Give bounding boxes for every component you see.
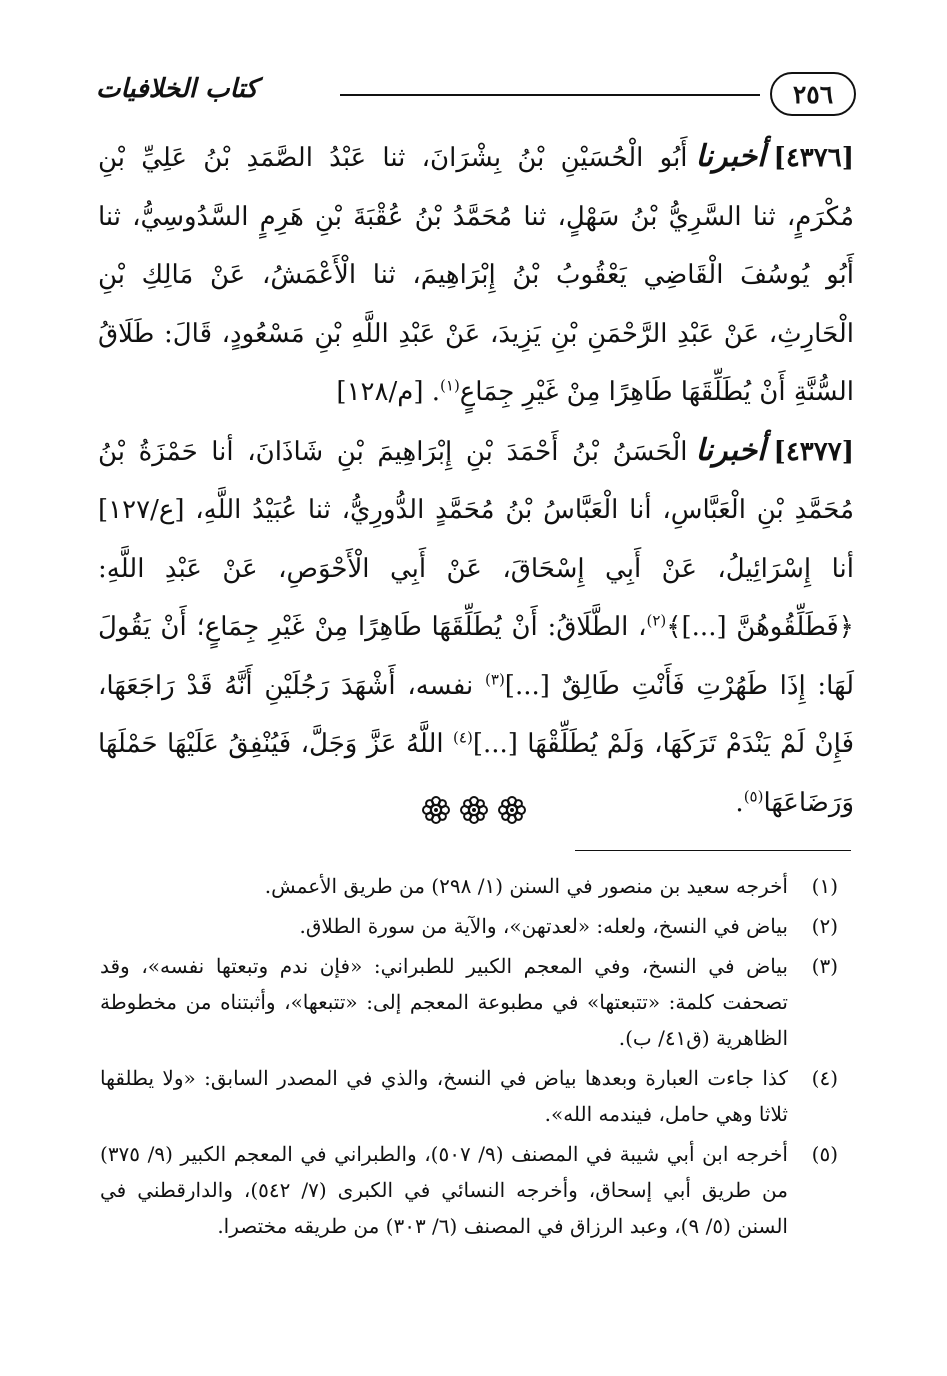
hadith-4376 bbox=[98, 128, 854, 422]
hadith-4377 bbox=[98, 422, 854, 833]
footnote-ref: (٢) bbox=[646, 611, 667, 630]
footnotes bbox=[100, 868, 838, 1248]
footnote-item bbox=[100, 868, 838, 904]
footnote-text: كذا جاءت العبارة وبعدها بياض في النسخ، والذي في المصدر السابق: «ولا يطلقها ثلاثا وهي حامل، فيندمه الله». bbox=[100, 1066, 788, 1126]
footnote-ref: (٥) bbox=[743, 786, 764, 805]
hadith-text: أَبُو الْحُسَيْنِ بْنُ بِشْرَانَ، ثنا عَبْدُ الصَّمَدِ بْنُ عَلِيِّ بْنِ مُكْرَمٍ، ثنا السَّرِيُّ بْنُ سَهْلٍ، ثنا مُحَمَّدُ بْنُ عُقْبَةَ بْنِ هَرِمٍ السَّدُوسِيُّ، ثنا أَبُو يُوسُفَ الْقَاضِي يَعْقُوبُ بْنُ إِبْرَاهِيمَ، ثنا الْأَعْمَشُ، عَنْ مَالِكِ بْنِ الْحَارِثِ، عَنْ عَبْدِ الرَّحْمَنِ بْنِ يَزِيدَ، عَنْ عَبْدِ اللَّهِ بْنِ مَسْعُودٍ، قَالَ: طَلَاقُ السُّنَّةِ أَنْ يُطَلِّقَهَا طَاهِرًا مِنْ غَيْرِ جِمَاعٍ bbox=[98, 143, 854, 407]
header-rule bbox=[340, 94, 760, 96]
hadith-text: . bbox=[735, 787, 744, 818]
hadith-text: . [م/١٢٨] bbox=[336, 377, 441, 407]
akhbarana-label: أخبرنا bbox=[695, 139, 766, 174]
footnote-text: بياض في النسخ، وفي المعجم الكبير للطبراني: «فإن ندم وتبعتها نفسه»، وقد تصحفت كلمة: «تتبعتها» في مطبوعة المعجم إلى: «تتبعها»، وأثبتناه من مخطوطة الظاهرية (ق٤١/ ب). bbox=[100, 954, 788, 1050]
hadith-text: الْحَسَنُ بْنُ أَحْمَدَ بْنِ إِبْرَاهِيمَ بْنِ شَاذَانَ، أنا حَمْزَةُ بْنُ مُحَمَّدِ بْنِ الْعَبَّاسِ، أنا الْعَبَّاسُ بْنُ مُحَمَّدٍ الدُّورِيُّ، ثنا عُبَيْدُ اللَّهِ، [ع/١٢٧] أنا إِسْرَائِيلُ، عَنْ أَبِي إِسْحَاقَ، عَنْ أَبِي الْأَحْوَصِ، عَنْ عَبْدِ اللَّهِ: ﴿فَطَلِّقُوهُنَّ [...]﴾ bbox=[98, 436, 854, 642]
hadith-number: [٤٣٧٦] bbox=[773, 143, 854, 173]
footnote-item bbox=[100, 1060, 838, 1132]
footnote-number: (٥) bbox=[811, 1142, 838, 1166]
footnote-number: (٣) bbox=[811, 954, 838, 978]
footnote-item bbox=[100, 948, 838, 1056]
footnote-item bbox=[100, 1136, 838, 1244]
page-number: ٢٥٦ bbox=[770, 72, 856, 116]
footnote-text: أخرجه ابن أبي شيبة في المصنف (٩/ ٥٠٧)، والطبراني في المعجم الكبير (٩/ ٣٧٥) من طريق أبي إسحاق، وأخرجه النسائي في الكبرى (٧/ ٥٤٢)، والدارقطني في السنن (٥/ ٩)، وعبد الرزاق في المصنف (٦/ ٣٠٣) من طريقه مختصرا. bbox=[100, 1142, 788, 1238]
hadith-text: ، الطَّلَاقُ: أَنْ يُطَلِّقَهَا طَاهِرًا مِنْ غَيْرِ جِمَاعٍ؛ أَنْ يَقُولَ لَهَا: إِذَا طَهُرْتِ فَأَنْتِ طَالِقٌ [...] bbox=[98, 612, 855, 701]
book-title: كتاب الخلافيات bbox=[96, 74, 258, 104]
section-ornament bbox=[0, 795, 947, 825]
footnote-text: بياض في النسخ، ولعله: «لعدتهن»، والآية من سورة الطلاق. bbox=[299, 914, 788, 938]
page-header bbox=[96, 66, 856, 126]
footnote-ref: (٤) bbox=[453, 728, 473, 747]
footnote-number: (٢) bbox=[811, 914, 838, 938]
akhbarana-label: أخبرنا bbox=[695, 432, 766, 468]
flower-ornament-icon bbox=[421, 795, 451, 825]
hadith-number: [٤٣٧٧] bbox=[773, 436, 854, 467]
footnote-number: (٤) bbox=[811, 1066, 838, 1090]
flower-ornament-icon bbox=[459, 795, 489, 825]
flower-ornament-icon bbox=[497, 795, 527, 825]
main-text bbox=[98, 128, 854, 832]
footnote-number: (١) bbox=[811, 874, 838, 898]
hadith-text: اللَّهُ عَزَّ وَجَلَّ، فَيُنْفِقُ عَلَيْهَا حَمْلَهَا وَرَضَاعَهَا bbox=[98, 729, 854, 818]
hadith-text: نفسه، أَشْهَدَ رَجُلَيْنِ أَنَّهُ قَدْ رَاجَعَهَا، فَإِنْ لَمْ يَنْدَمْ تَرَكَهَا، وَلَمْ يُطَلِّقْهَا [...] bbox=[98, 670, 855, 759]
footnote-ref: (٣) bbox=[485, 669, 505, 688]
footnote-text: أخرجه سعيد بن منصور في السنن (١/ ٢٩٨) من طريق الأعمش. bbox=[264, 874, 788, 898]
footnote-separator bbox=[575, 850, 851, 851]
footnote-ref: (١) bbox=[440, 376, 460, 395]
footnote-item bbox=[100, 908, 838, 944]
